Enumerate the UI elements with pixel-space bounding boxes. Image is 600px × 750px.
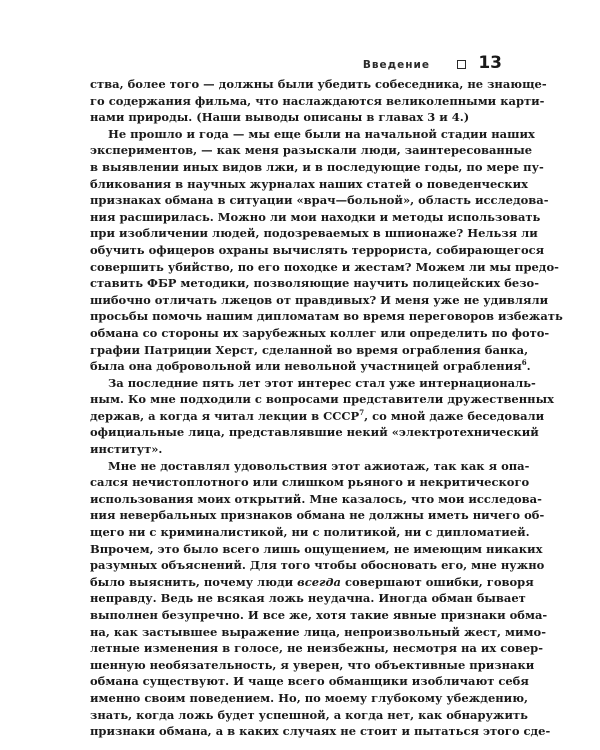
text-line: летные изменения в голосе, не неизбежны, несмотря на их совер-	[90, 641, 543, 656]
running-header	[90, 50, 502, 78]
footnote-ref: 6	[521, 358, 527, 368]
text-line: разумных объяснений. Для того чтобы обосновать его, мне нужно	[90, 558, 545, 573]
text-line: признаках обмана в ситуации «врач—больной», область исследова-	[90, 193, 549, 208]
text-line: щего ни с криминалистикой, ни с политикой, ни с дипломатией.	[90, 525, 530, 540]
text-line: ным. Ко мне подходили с вопросами представители дружественных	[90, 392, 554, 407]
text-line: обмана со стороны их зарубежных коллег или определить по фото-	[90, 325, 550, 340]
text-line: просьбы помочь нашим дипломатам во время переговоров избежать	[90, 309, 563, 324]
emphasis: всегда	[297, 574, 341, 589]
text-line: на, как застывшее выражение лица, непроизвольный жест, мимо-	[90, 624, 546, 639]
text-line: обмана существуют. И чаще всего обманщики изобличают себя	[90, 674, 529, 689]
text-line: За последние пять лет этот интерес стал уже интернациональ-	[108, 375, 536, 390]
text-line: неправду. Ведь не всякая ложь неудачна. Иногда обман бывает	[90, 591, 526, 606]
text-line: институт».	[90, 442, 163, 457]
body-text	[90, 76, 563, 740]
text-line: совершить убийство, по его походке и жестам? Можем ли мы предо-	[90, 259, 559, 274]
chapter-title: Введение	[362, 59, 430, 71]
page-number: 13	[478, 53, 502, 73]
text-line: признаки обмана, а в каких случаях не стоит и пытаться этого сде-	[90, 724, 551, 739]
text-line: графии Патриции Херст, сделанной во время ограбления банка,	[90, 342, 529, 357]
paragraph	[90, 126, 563, 375]
paragraph	[90, 76, 547, 126]
text-line: ния расширилась. Можно ли мои находки и методы использовать	[90, 209, 541, 224]
text-line: использования моих открытий. Мне казалось, что мои исследова-	[90, 491, 542, 506]
text-line: было выяснить, почему люди всегда совершают ошибки, говоря	[90, 574, 534, 589]
text-line: Впрочем, это было всего лишь ощущением, не имеющим никаких	[90, 541, 543, 556]
text-line: знать, когда ложь будет успешной, а когда нет, как обнаружить	[90, 707, 528, 722]
text-line: держав, а когда я читал лекции в СССР$^7$, со мной даже беседовали	[90, 408, 545, 423]
text-line: ства, более того — должны были убедить собеседника, не знающе-	[90, 77, 547, 91]
text-line: нами природы. (Наши выводы описаны в главах 3 и 4.)	[90, 110, 470, 125]
text-line: бликования в научных журналах наших статей о поведенческих	[90, 176, 528, 191]
text-line: официальные лица, представлявшие некий «электротехнический	[90, 425, 539, 440]
text-line: ставить ФБР методики, позволяющие научить полицейских безо-	[90, 276, 539, 291]
text-line: шенную необязательность, я уверен, что объективные признаки	[90, 657, 535, 672]
text-line: была она добровольной или невольной участницей ограбления$^6$.	[90, 358, 531, 374]
square-bullet-icon	[457, 60, 466, 69]
text-line: именно своим поведением. Но, по моему глубокому убеждению,	[90, 690, 529, 705]
text-line: обучить офицеров охраны вычислять террориста, собирающегося	[90, 242, 545, 257]
paragraph	[90, 375, 554, 458]
text-line: шибочно отличать лжецов от правдивых? И меня уже не удивляли	[90, 292, 549, 307]
text-line: при изобличении людей, подозреваемых в шпионаже? Нельзя ли	[90, 226, 538, 241]
text-line: сался нечистоплотного или слишком рьяного и некритического	[90, 475, 530, 490]
text-line: экспериментов, — как меня разыскали люди, заинтересованные	[90, 143, 533, 158]
text-line: Не прошло и года — мы еще были на начальной стадии наших	[108, 126, 535, 141]
text-line: выполнен безупречно. И все же, хотя такие явные признаки обма-	[90, 608, 548, 622]
paragraph	[90, 458, 551, 740]
text-line: го содержания фильма, что наслаждаются великолепными карти-	[90, 93, 545, 108]
text-line: в выявлении иных видов лжи, и в последующие годы, по мере пу-	[90, 159, 544, 174]
footnote-ref: 7	[359, 408, 365, 418]
text-line: ния невербальных признаков обмана не должны иметь ничего об-	[90, 508, 545, 523]
text-line: Мне не доставлял удовольствия этот ажиотаж, так как я опа-	[108, 458, 530, 473]
